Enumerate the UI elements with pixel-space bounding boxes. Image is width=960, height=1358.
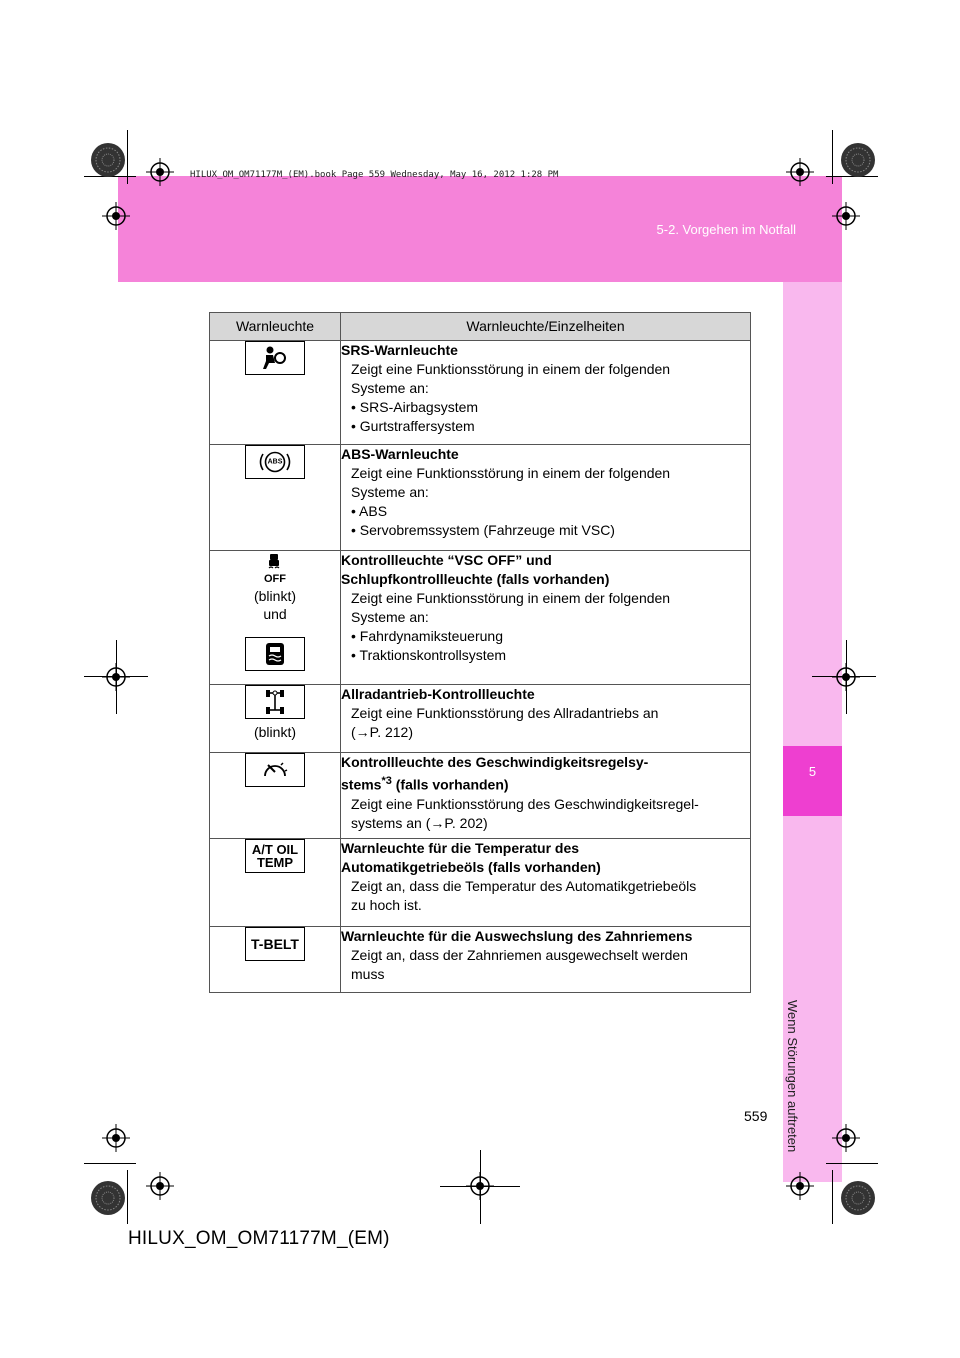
- blink-note: (blinkt): [253, 724, 296, 740]
- registration-mark-icon: [146, 1172, 174, 1200]
- row-text: Zeigt eine Funktionsstörung in einem der folgenden: [351, 590, 671, 606]
- row-title-suffix: (falls vorhanden): [391, 776, 509, 793]
- row-title: Warnleuchte für die Temperatur des: [341, 840, 580, 856]
- registration-mark-icon: [786, 1172, 814, 1200]
- row-text: Zeigt eine Funktionsstörung des Geschwindigkeitsregel-: [351, 795, 699, 812]
- print-target-icon: [90, 142, 126, 178]
- column-header: Warnleuchte: [210, 313, 341, 341]
- at-oil-temp-label-line2: TEMP: [256, 855, 294, 870]
- at-oil-temp-icon: [245, 839, 305, 873]
- section-title: 5-2. Vorgehen im Notfall: [656, 222, 796, 237]
- footnote-marker: *3: [381, 775, 392, 787]
- page-number: 559: [744, 1108, 768, 1124]
- table-header-row: [210, 313, 751, 341]
- crop-mark: [84, 1163, 136, 1164]
- registration-mark-icon: [832, 1124, 860, 1152]
- details-cell: [341, 445, 751, 551]
- t-belt-label: T-BELT: [251, 936, 299, 952]
- row-text: Zeigt eine Funktionsstörung in einem der folgenden: [351, 361, 671, 377]
- registration-mark-icon: [832, 202, 860, 230]
- details-cell: [341, 551, 751, 685]
- icon-cell: [210, 685, 341, 753]
- icon-cell: [210, 927, 341, 993]
- row-title: Kontrollleuchte “VSC OFF” und: [341, 552, 552, 568]
- row-text: Zeigt an, dass der Zahnriemen ausgewechselt werden: [351, 947, 688, 963]
- details-cell: [341, 753, 751, 839]
- row-text: • Fahrdynamiksteuerung: [351, 628, 503, 644]
- registration-mark-icon: [832, 663, 860, 691]
- table-row: [210, 927, 751, 993]
- chapter-tab-active: [783, 746, 842, 816]
- registration-mark-icon: [102, 1124, 130, 1152]
- icon-cell: [210, 445, 341, 551]
- and-note: und: [263, 606, 287, 622]
- details-cell: [341, 341, 751, 445]
- cruise-control-icon: [245, 753, 305, 787]
- four-wheel-drive-icon: [245, 685, 305, 719]
- row-text: • Gurtstraffersystem: [351, 418, 475, 434]
- row-title: Kontrollleuchte des Geschwindigkeitsregelsy-: [341, 754, 649, 770]
- row-text: • SRS-Airbagsystem: [351, 399, 479, 415]
- table-row: [210, 551, 751, 685]
- icon-cell: [210, 839, 341, 927]
- row-title-continued: Schlupfkontrollleuchte (falls vorhanden): [341, 571, 610, 587]
- chapter-title: Wenn Störungen auftreten: [785, 1000, 800, 1153]
- row-title-prefix: stems: [341, 776, 382, 793]
- details-cell: [341, 839, 751, 927]
- table-row: [210, 685, 751, 753]
- airbag-icon: [245, 341, 305, 375]
- table-row: [210, 445, 751, 551]
- row-title-continued: [341, 772, 750, 795]
- row-text: systems an (→P. 202): [351, 814, 488, 831]
- vsc-off-icon: [245, 551, 305, 587]
- row-title: Warnleuchte für die Auswechslung des Zahnriemens: [341, 928, 693, 944]
- table-row: [210, 753, 751, 839]
- crop-mark: [826, 1163, 878, 1164]
- print-target-icon: [90, 1180, 126, 1216]
- row-text: Systeme an:: [351, 484, 429, 500]
- abs-icon-label: ABS: [267, 458, 283, 466]
- registration-mark-icon: [102, 663, 130, 691]
- row-text: Zeigt an, dass die Temperatur des Automatikgetriebeöls: [351, 878, 697, 894]
- registration-mark-icon: [102, 202, 130, 230]
- row-title: Allradantrieb-Kontrollleuchte: [341, 686, 535, 702]
- details-cell: [341, 927, 751, 993]
- vsc-off-label: OFF: [264, 573, 286, 585]
- registration-mark-icon: [466, 1172, 494, 1200]
- warning-light-table: [209, 312, 751, 993]
- row-text: • Traktionskontrollsystem: [351, 647, 507, 663]
- row-title-continued: Automatikgetriebeöls (falls vorhanden): [341, 859, 601, 875]
- t-belt-icon: [245, 927, 305, 961]
- icon-cell: [210, 753, 341, 839]
- row-text: Systeme an:: [351, 609, 429, 625]
- registration-mark-icon: [786, 158, 814, 186]
- row-title: SRS-Warnleuchte: [341, 342, 458, 358]
- details-cell: [341, 685, 751, 753]
- row-title: ABS-Warnleuchte: [341, 446, 459, 462]
- table-row: [210, 341, 751, 445]
- row-text: Zeigt eine Funktionsstörung in einem der folgenden: [351, 465, 671, 481]
- book-stamp: HILUX_OM_OM71177M_(EM).book Page 559 Wednesday, May 16, 2012 1:28 PM: [190, 170, 559, 180]
- row-text: (→P. 212): [351, 724, 413, 740]
- icon-cell: [210, 341, 341, 445]
- slip-indicator-icon: [245, 637, 305, 671]
- print-target-icon: [840, 142, 876, 178]
- icon-cell: [210, 551, 341, 685]
- abs-icon: [245, 445, 305, 479]
- crop-mark: [832, 1170, 833, 1224]
- row-text: zu hoch ist.: [351, 897, 422, 913]
- crop-mark: [127, 1170, 128, 1224]
- blink-note: (blinkt): [253, 588, 296, 604]
- print-target-icon: [840, 1180, 876, 1216]
- row-text: • Servobremssystem (Fahrzeuge mit VSC): [351, 522, 615, 538]
- column-header: Warnleuchte/Einzelheiten: [341, 313, 751, 341]
- row-text: • ABS: [351, 503, 388, 519]
- at-oil-temp-label-line1: A/T OIL: [251, 842, 299, 857]
- chapter-number: 5: [808, 764, 817, 779]
- row-text: muss: [351, 966, 385, 982]
- registration-mark-icon: [146, 158, 174, 186]
- document-id: HILUX_OM_OM71177M_(EM): [128, 1228, 390, 1249]
- row-text: Systeme an:: [351, 380, 429, 396]
- table-row: [210, 839, 751, 927]
- row-text: Zeigt eine Funktionsstörung des Allradantriebs an: [351, 705, 659, 721]
